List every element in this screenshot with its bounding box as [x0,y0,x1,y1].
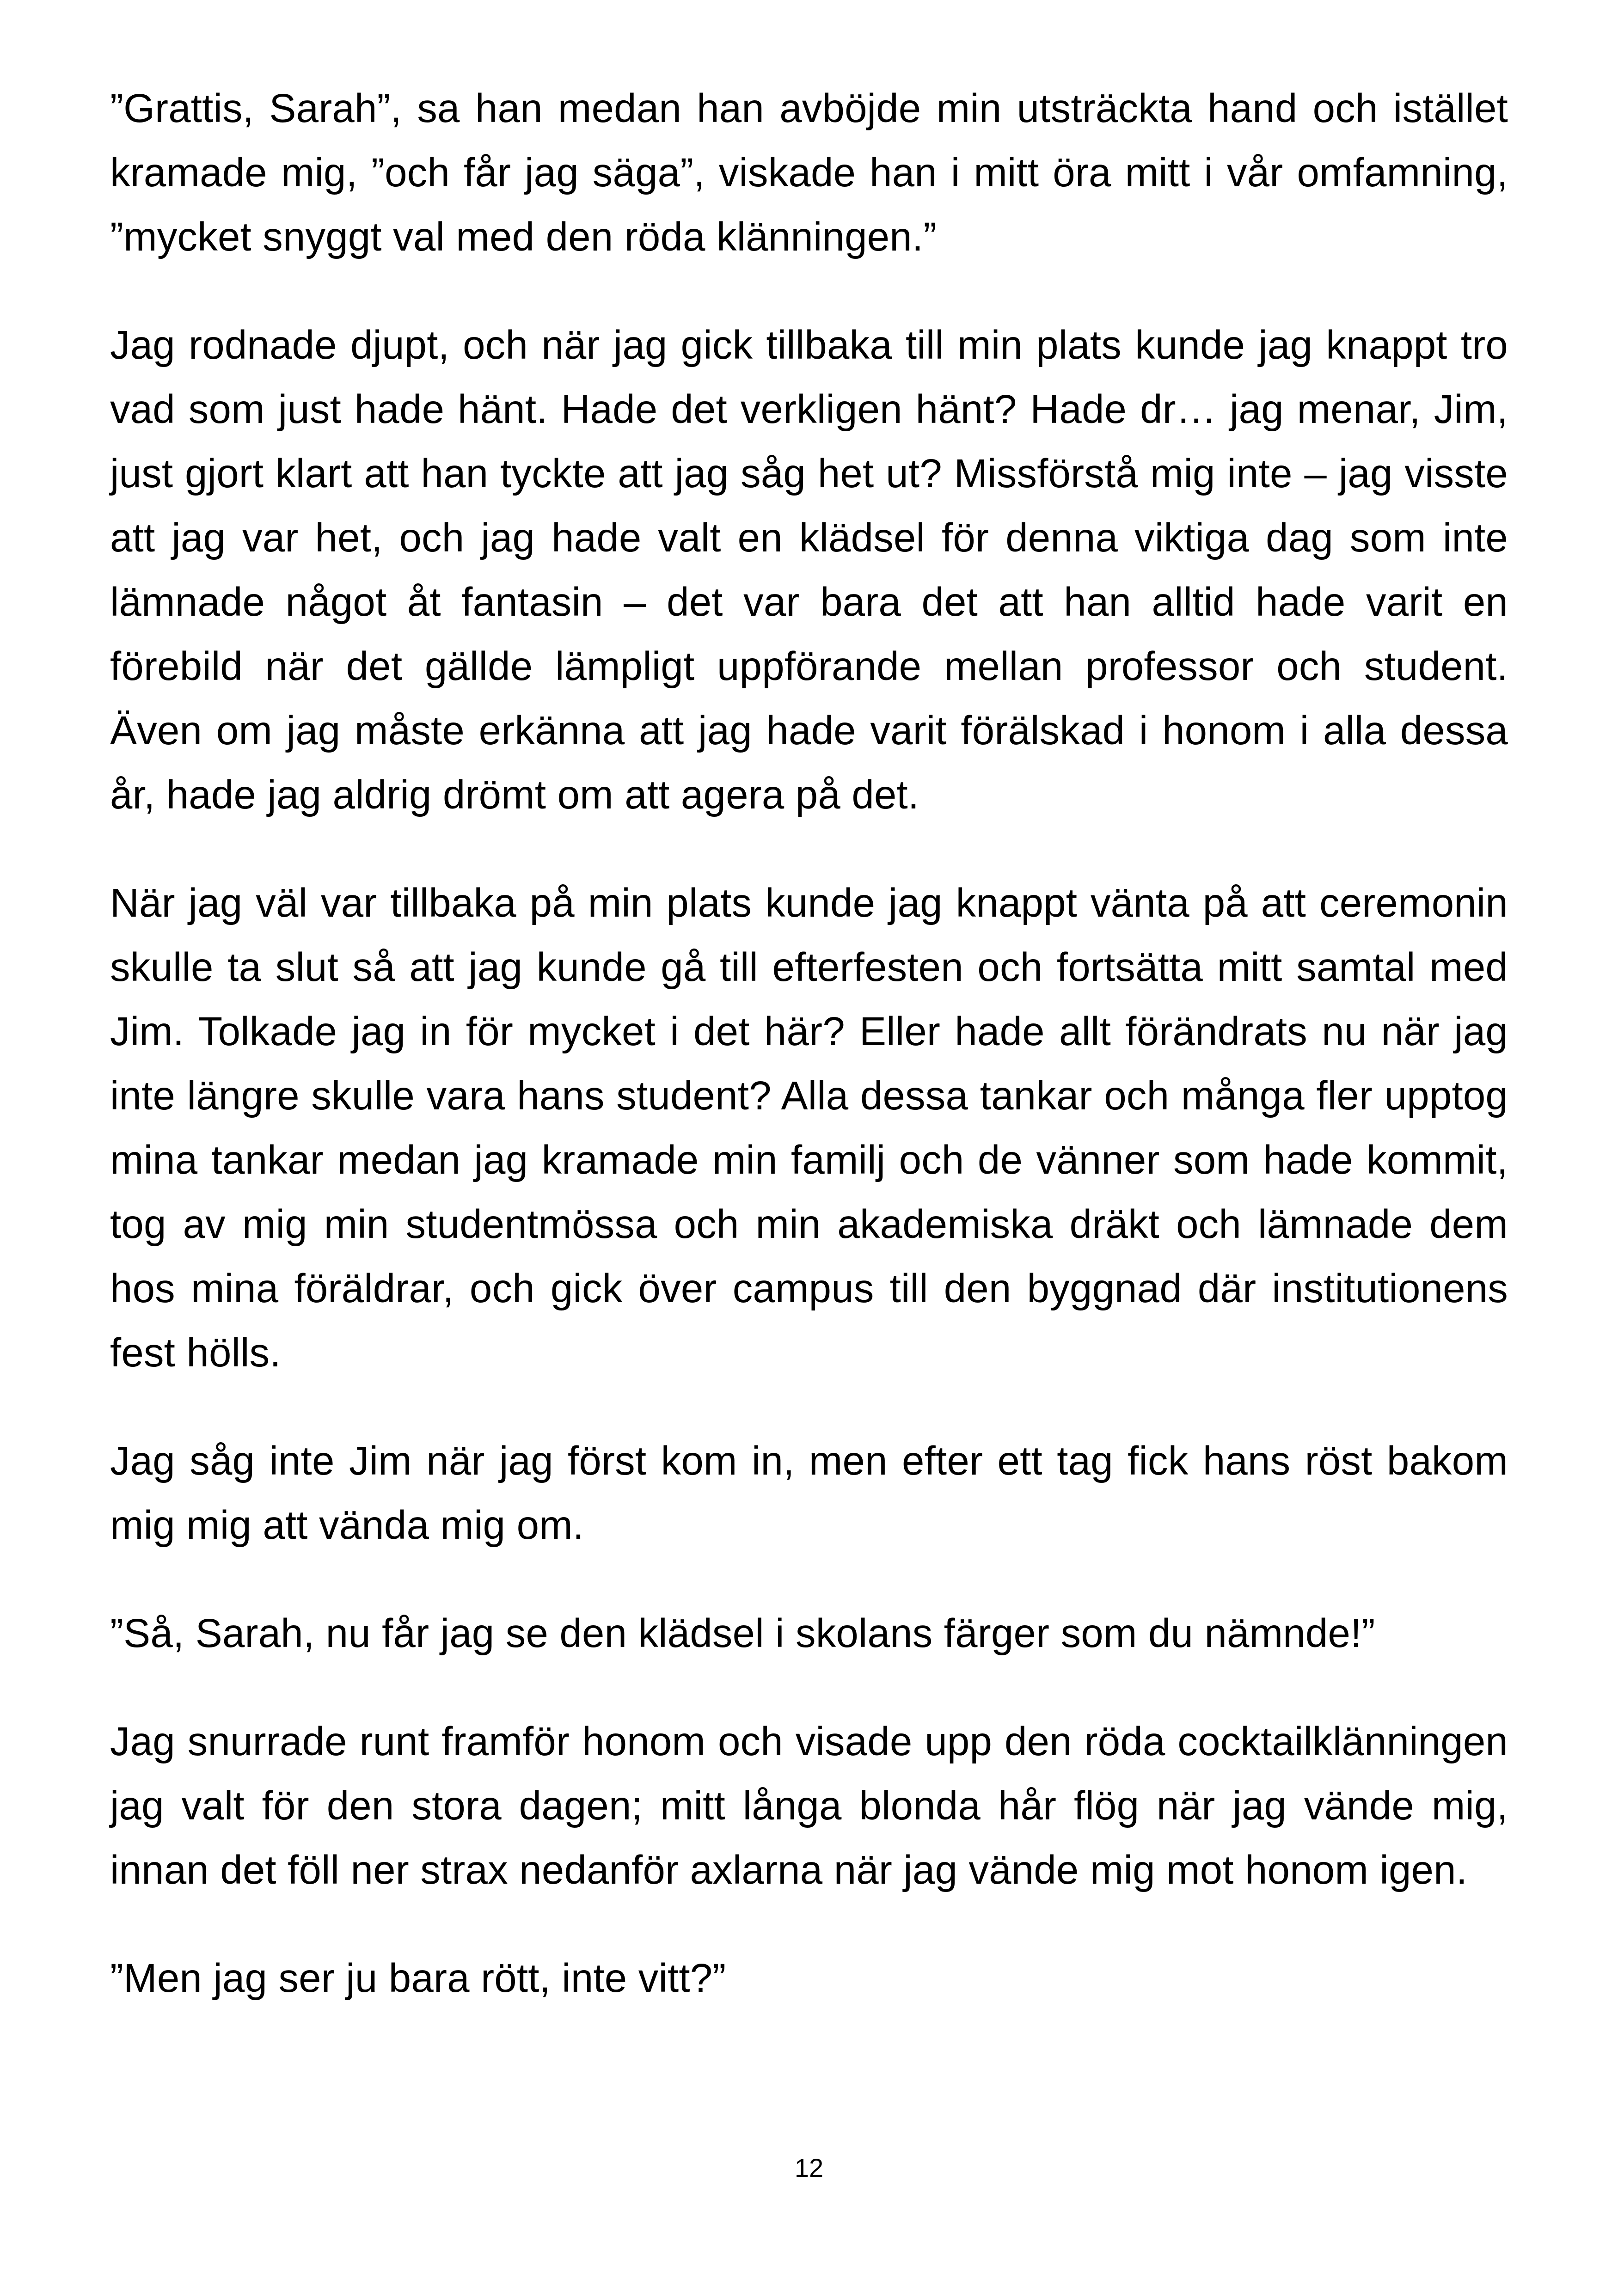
paragraph-6: Jag snurrade runt framför honom och visade upp den röda cocktailklänningen jag valt för den stora dagen; mitt långa blonda hår flög när jag vände mig, innan det föll ner strax nedanför axlarna när jag vände mig mot honom igen. [110,1719,1508,1892]
paragraph-7: ”Men jag ser ju bara rött, inte vitt?” [110,1956,726,2001]
paragraph-2: Jag rodnade djupt, och när jag gick tillbaka till min plats kunde jag knappt tro vad som just hade hänt. Hade det verkligen hänt? Hade dr… jag menar, Jim, just gjort klart att han tyckte att jag såg het ut? Missförstå mig inte – jag visste att jag var het, och jag hade valt en klädsel för denna viktiga dag som inte lämnade något åt fantasin – det var bara det att han alltid hade varit en förebild när det gällde lämpligt uppförande mellan professor och student. Även om jag måste erkänna att jag hade varit förälskad i honom i alla dessa år, hade jag aldrig drömt om att agera på det. [110,323,1508,817]
paragraph-5: ”Så, Sarah, nu får jag se den klädsel i skolans färger som du nämnde!” [110,1611,1375,1656]
paragraph-4: Jag såg inte Jim när jag först kom in, men efter ett tag fick hans röst bakom mig mig att vända mig om. [110,1439,1508,1548]
body-text [110,76,1508,2054]
paragraph-3: När jag väl var tillbaka på min plats kunde jag knappt vänta på att ceremonin skulle ta slut så att jag kunde gå till efterfesten och fortsätta mitt samtal med Jim. Tolkade jag in för mycket i det här? Eller hade allt förändrats nu när jag inte längre skulle vara hans student? Alla dessa tankar och många fler upptog mina tankar medan jag kramade min familj och de vänner som hade kommit, tog av mig min studentmössa och min akademiska dräkt och lämnade dem hos mina föräldrar, och gick över campus till den byggnad där institutionens fest hölls. [110,881,1508,1375]
paragraph-1: ”Grattis, Sarah”, sa han medan han avböjde min utsträckta hand och istället kramade mig, ”och får jag säga”, viskade han i mitt öra mitt i vår omfamning, ”mycket snyggt val med den röda klänningen.” [110,86,1508,259]
page-number: 12 [794,2153,824,2182]
